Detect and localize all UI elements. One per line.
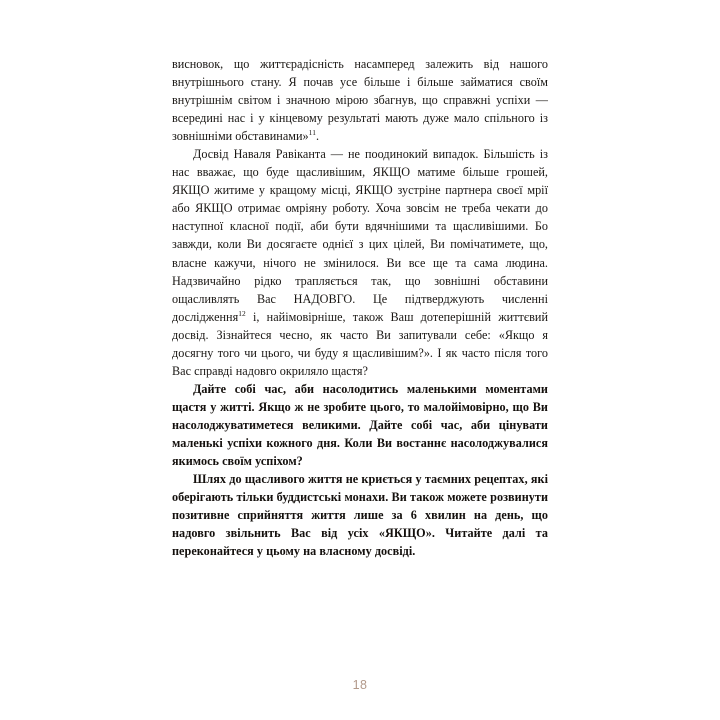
paragraph-text-tail: і, найімовірніше, також Ваш дотеперішній життєвий досвід. Зізнайтеся чесно, як часто Ви запитували себе: «Якщо я досягну того чи цього, чи буду я щасливішим?». І як часто після того Вас справді надовго окриляло щастя?: [172, 309, 548, 378]
footnote-marker-12[interactable]: 12: [238, 308, 246, 318]
paragraph-small-moments: [172, 380, 548, 470]
paragraph-path-to-happy-life: [172, 470, 548, 560]
page-number: 18: [352, 678, 368, 692]
paragraph-text: Шлях до щасливого життя не криється у таємних рецептах, які оберігають тільки буддистські монахи. Ви також можете розвинути позитивне сприйняття життя лише за 6 хвилин на день, що надовго звільнить Вас від усіх «ЯКЩО». Читайте далі та переконайтеся у цьому на власному досвіді.: [172, 472, 548, 559]
body-text-column: [172, 55, 548, 560]
paragraph-text-tail: .: [316, 129, 320, 144]
paragraph-text: Дайте собі час, аби насолодитись маленькими моментами щастя у житті. Якщо ж не зробите цього, то малойімовірно, що Ви насолоджуватиметеся великими. Дайте собі час, аби цінувати маленькі успіхи кожного дня. Коли Ви востаннє насолоджувалися якимось своїм успіхом?: [172, 381, 548, 469]
paragraph-conclusion-inner-state: [172, 55, 548, 145]
footnote-marker-11[interactable]: 11: [308, 128, 316, 138]
paragraph-text: висновок, що життєрадісність насамперед залежить від нашого внутрішнього стану. Я почав усе більше і більше займатися своїм внутрішнім світом і значною мірою збагнув, що справжні успіхи — всередині нас і у кінцевому результаті мають дуже мало спільного із зовнішніми обставинами»: [172, 57, 548, 144]
paragraph-naval-ravikant: [172, 145, 548, 380]
paragraph-text: Досвід Наваля Равіканта — не поодинокий випадок. Більшість із нас вважає, що буде щасливішим, ЯКЩО матиме більше грошей, ЯКЩО житиме у кращому місці, ЯКЩО зустріне партнера своєї мрії або ЯКЩО отримає омріяну роботу. Хоча зовсім не треба чекати до наступної класної події, аби бути вдячнішими та щасливішими. Бо завжди, коли Ви досягаєте однієї з цих цілей, Ви помічатимете, що, власне кажучи, нічого не змінилося. Ви все ще та сама людина. Надзвичайно рідко трапляється так, що зовнішні обставини ощасливлять Вас НАДОВГО. Це підтверджують численні дослідження: [172, 147, 548, 324]
